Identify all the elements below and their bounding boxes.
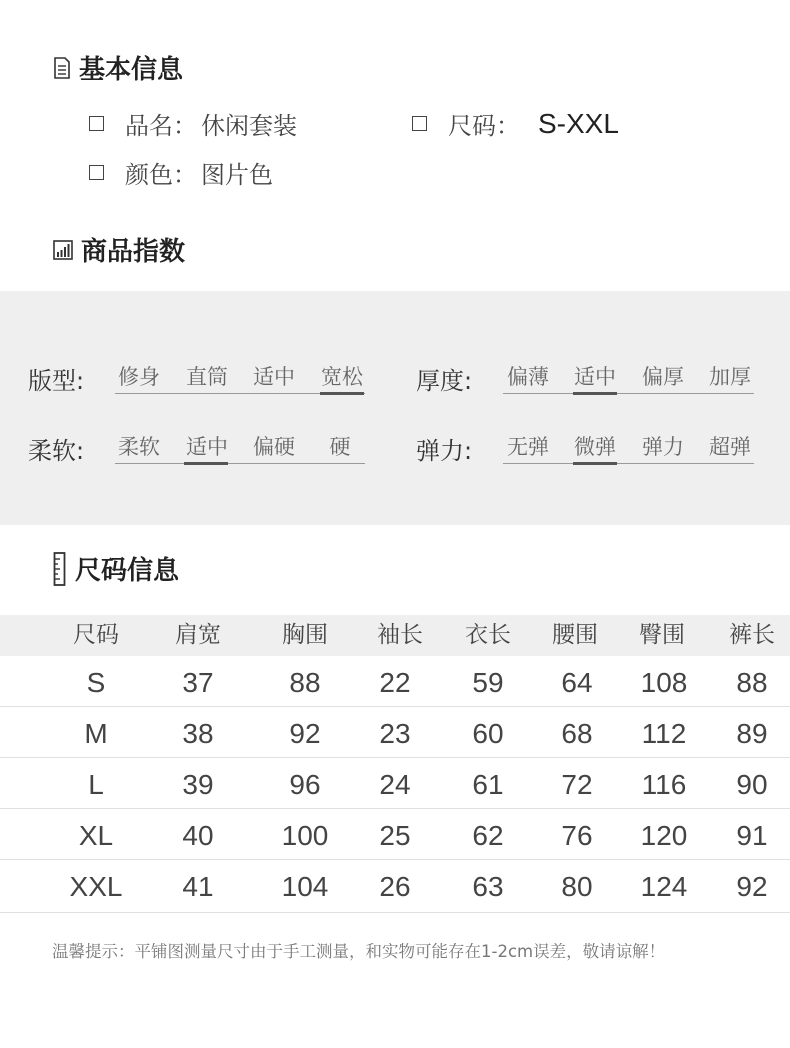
index-option: 直筒 bbox=[186, 365, 228, 389]
table-cell: 120 bbox=[640, 820, 688, 851]
table-cell: 91 bbox=[736, 820, 768, 851]
color-item bbox=[89, 155, 273, 190]
table-cell: 60 bbox=[472, 718, 504, 749]
color-label: 颜色： bbox=[125, 161, 197, 189]
table-cell: 38 bbox=[182, 718, 214, 749]
index-option: 无弹 bbox=[507, 435, 549, 459]
product-name-item bbox=[89, 106, 297, 141]
measurement-note: 温馨提示：平铺图测量尺寸由于手工测量，和实物可能存在1-2cm误差，敬请谅解！ bbox=[52, 942, 666, 961]
index-track-elasticity bbox=[503, 463, 754, 464]
table-cell: 72 bbox=[561, 769, 593, 800]
checkbox-icon bbox=[412, 116, 427, 131]
table-cell: 76 bbox=[561, 820, 593, 851]
color-value: 图片色 bbox=[201, 161, 273, 189]
index-option: 修身 bbox=[118, 365, 160, 389]
index-label-thickness: 厚度: bbox=[416, 367, 473, 395]
product-index-title bbox=[53, 231, 185, 268]
bar-chart-icon bbox=[53, 240, 73, 260]
table-row bbox=[0, 860, 790, 913]
table-cell: 23 bbox=[379, 718, 411, 749]
table-cell: 59 bbox=[472, 667, 504, 698]
table-cell: 40 bbox=[182, 820, 214, 851]
index-selected-marker bbox=[184, 462, 228, 465]
table-cell: 104 bbox=[281, 871, 329, 902]
table-cell: L bbox=[88, 769, 104, 800]
index-option-selected: 适中 bbox=[574, 365, 616, 389]
table-cell: 96 bbox=[289, 769, 321, 800]
table-cell: 124 bbox=[640, 871, 688, 902]
table-cell: 39 bbox=[182, 769, 214, 800]
table-header-cell: 腰围 bbox=[552, 622, 598, 648]
index-option: 偏硬 bbox=[253, 435, 295, 459]
index-selected-marker bbox=[320, 392, 364, 395]
table-cell: 116 bbox=[641, 769, 687, 800]
product-index-panel bbox=[0, 291, 790, 525]
index-option: 弹力 bbox=[642, 435, 684, 459]
table-cell: S bbox=[86, 667, 106, 698]
basic-info-title bbox=[53, 49, 183, 86]
table-row bbox=[0, 809, 790, 860]
table-header-row bbox=[0, 615, 790, 656]
table-cell: 68 bbox=[561, 718, 593, 749]
product-name-label: 品名： bbox=[125, 112, 197, 140]
ruler-icon bbox=[53, 552, 67, 586]
table-cell: 90 bbox=[736, 769, 768, 800]
table-cell: M bbox=[84, 718, 108, 749]
index-option: 加厚 bbox=[709, 365, 751, 389]
table-header-cell: 肩宽 bbox=[175, 622, 221, 648]
table-cell: 24 bbox=[379, 769, 411, 800]
document-icon bbox=[53, 57, 71, 79]
table-cell: 22 bbox=[379, 667, 411, 698]
table-cell: XL bbox=[78, 820, 114, 851]
index-selected-marker bbox=[573, 462, 617, 465]
table-header-cell: 衣长 bbox=[465, 622, 511, 648]
table-cell: 26 bbox=[379, 871, 411, 902]
table-header-cell: 尺码 bbox=[73, 622, 119, 648]
basic-info-title-text: 基本信息 bbox=[79, 55, 184, 85]
index-selected-marker bbox=[573, 392, 617, 395]
table-row bbox=[0, 707, 790, 758]
table-cell: 25 bbox=[379, 820, 411, 851]
size-info-title bbox=[53, 550, 179, 587]
product-name-value: 休闲套装 bbox=[201, 112, 297, 140]
table-cell: 89 bbox=[736, 718, 768, 749]
table-cell: 92 bbox=[736, 871, 768, 902]
table-cell: 63 bbox=[472, 871, 504, 902]
checkbox-icon bbox=[89, 116, 104, 131]
index-option: 硬 bbox=[329, 435, 351, 459]
index-label-elasticity: 弹力: bbox=[416, 437, 473, 465]
index-option-selected: 宽松 bbox=[321, 365, 363, 389]
table-cell: 112 bbox=[641, 718, 687, 749]
size-range-value: S-XXL bbox=[538, 107, 619, 139]
table-header-cell: 裤长 bbox=[729, 622, 775, 648]
table-cell: 41 bbox=[182, 871, 214, 902]
index-option: 柔软 bbox=[118, 435, 160, 459]
table-cell: 37 bbox=[182, 667, 214, 698]
table-cell: 100 bbox=[281, 820, 329, 851]
index-track-softness bbox=[115, 463, 365, 464]
table-row bbox=[0, 656, 790, 707]
table-cell: 92 bbox=[289, 718, 321, 749]
table-cell: 108 bbox=[640, 667, 688, 698]
table-cell: 88 bbox=[289, 667, 321, 698]
product-index-title-text: 商品指数 bbox=[81, 237, 186, 267]
index-option: 偏薄 bbox=[507, 365, 549, 389]
index-option: 适中 bbox=[253, 365, 295, 389]
index-label-fit: 版型: bbox=[28, 367, 85, 395]
table-cell: 80 bbox=[561, 871, 593, 902]
table-cell: 64 bbox=[561, 667, 593, 698]
checkbox-icon bbox=[89, 165, 104, 180]
size-info-title-text: 尺码信息 bbox=[75, 556, 180, 586]
index-label-softness: 柔软: bbox=[28, 437, 85, 465]
table-header-cell: 袖长 bbox=[377, 622, 423, 648]
index-option-selected: 适中 bbox=[186, 435, 228, 459]
size-range-item bbox=[412, 106, 619, 141]
index-option: 超弹 bbox=[709, 435, 751, 459]
index-option-selected: 微弹 bbox=[574, 435, 616, 459]
table-cell: 88 bbox=[736, 667, 768, 698]
table-header-cell: 胸围 bbox=[282, 622, 328, 648]
size-range-label: 尺码： bbox=[448, 112, 520, 140]
table-cell: 61 bbox=[472, 769, 504, 800]
index-option: 偏厚 bbox=[642, 365, 684, 389]
index-track-thickness bbox=[503, 393, 754, 394]
table-header-cell: 臀围 bbox=[639, 622, 685, 648]
table-row bbox=[0, 758, 790, 809]
table-cell: XXL bbox=[69, 871, 123, 902]
table-cell: 62 bbox=[472, 820, 504, 851]
